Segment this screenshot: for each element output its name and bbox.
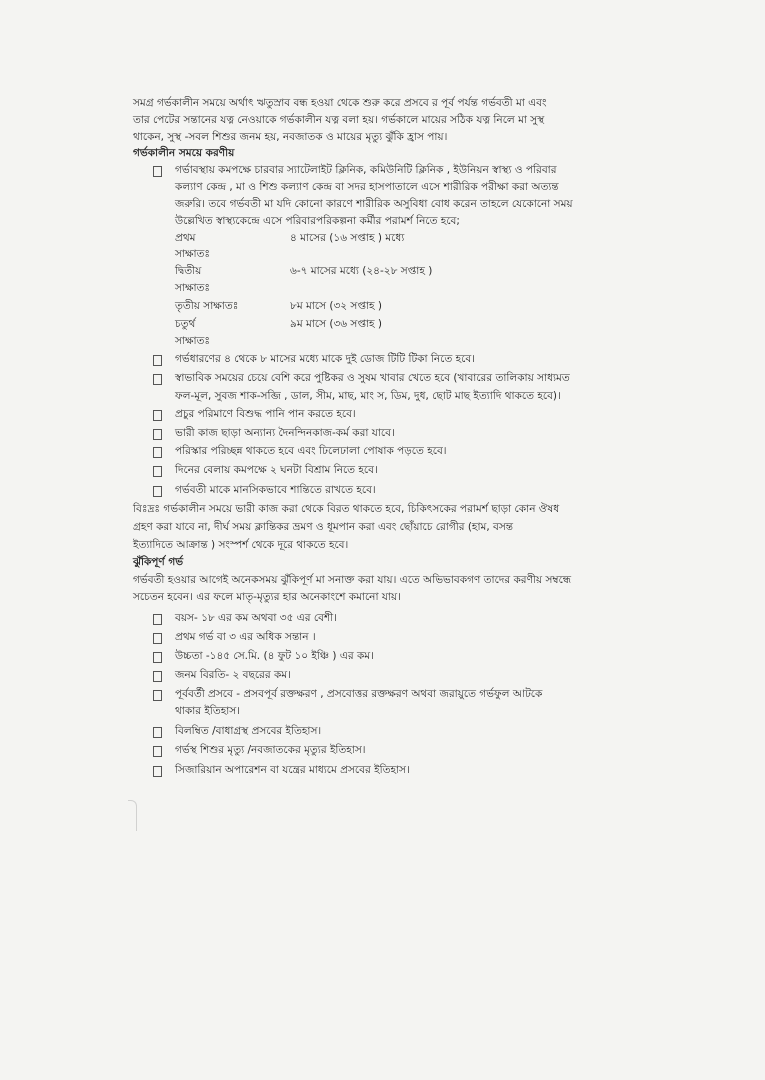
- bullet-text: গর্ভধারণের ৪ থেকে ৮ মাসের মধ্যে মাকে দুই ডোজ টিটি টিকা নিতে হবে।: [175, 353, 475, 365]
- bullet-text: বিলম্বিত /বাধাগ্রস্থ প্রসবের ইতিহাস।: [175, 725, 322, 737]
- bullet-icon: [153, 614, 162, 625]
- visit-time: ৮ম মাসে (৩২ সপ্তাহ ): [290, 300, 382, 312]
- bullet-icon: [153, 690, 162, 701]
- bullet-text: ফল-মূল, সুবজ শাক-সব্জি , ডাল, সীম, মাছ, মাং স, ডিম, দুধ, ছোট মাছ ইত্যাদি থাকতে হবে)।: [175, 390, 561, 402]
- bullet-icon: [153, 374, 162, 385]
- bullet-icon: [153, 652, 162, 663]
- visit-label: তৃতীয় সাক্ষাতঃ: [175, 300, 239, 312]
- bullet-icon: [153, 671, 162, 682]
- pen-mark: [128, 800, 137, 831]
- visit-label: দ্বিতীয়: [175, 265, 202, 277]
- intro-line: তার পেটের সন্তানের যত্ন নেওয়াকে গর্ভকালীন যত্ন বলা হয়। গর্ভকালে মায়ের সঠিক যত্ন নিলে মা সুস্থ: [133, 114, 545, 126]
- bullet-text: পূর্ববর্তী প্রসবে - প্রসবপূর্ব রক্তক্ষরণ , প্রসবোত্তর রক্তক্ষরণ অথবা জরায়ুতে গর্ভফুল আটকে: [175, 688, 543, 700]
- visit-time: ৪ মাসের (১৬ সপ্তাহ ) মধ্যে: [290, 232, 405, 244]
- intro-line: সমগ্র গর্ভকালীন সময়ে অর্থাৎ ঋতুস্রাব বন্ধ হওয়া থেকে শুরু করে প্রসবে র পূর্ব পর্যন্ত গর্ভবতী মা এবং: [133, 97, 547, 109]
- bullet-icon: [153, 466, 162, 477]
- visit-label: চতুর্থ: [175, 318, 196, 330]
- bullet-text: উল্লেখিত স্বাস্থ্যকেন্দ্রে এসে পরিবারপরিকল্পনা কর্মীর পরামর্শ নিতে হবে;: [175, 215, 460, 227]
- visit-label: সাক্ষাতঃ: [175, 282, 211, 294]
- section-heading: গর্ভকালীন সময়ে করণীয়: [133, 147, 235, 159]
- note-line: বিঃদ্রঃ গর্ভকালীন সময়ে ভারী কাজ করা থেকে বিরত থাকতে হবে, চিকিৎসকের পরামর্শ ছাড়া কোন ঔষধ: [133, 503, 560, 515]
- bullet-text: পরিস্কার পরিচ্ছন্ন থাকতে হবে এবং ঢিলেঢালা পোষাক পড়তে হবে।: [175, 445, 447, 457]
- visit-time: ৬-৭ মাসের মধ্যে (২৪-২৮ সপ্তাহ ): [290, 265, 433, 277]
- bullet-icon: [153, 429, 162, 440]
- bullet-icon: [153, 746, 162, 757]
- bullet-text: জরুরি। তবে গর্ভবতী মা যদি কোনো কারণে শারীরিক অসুবিধা বোধ করেন তাহলে যেকোনো সময়: [175, 198, 573, 210]
- bullet-text: দিনের বেলায় কমপক্ষে ২ ঘনটা বিশ্রাম নিতে হবে।: [175, 464, 378, 476]
- bullet-text: স্বাভাবিক সময়ের চেয়ে বেশি করে পুষ্টিকর ও সুষম খাবার খেতে হবে (খাবারের তালিকায় সাধ্যমত: [175, 372, 570, 384]
- section-heading: ঝুঁকিপূর্ণ গর্ভ: [133, 556, 184, 568]
- bullet-text: থাকার ইতিহাস।: [175, 705, 240, 717]
- para-line: গর্ভবতী হওয়ার আগেই অনেকসময় ঝুঁকিপূর্ণ মা সনাক্ত করা যায়। এতে অভিভাবকগণ তাদের করণীয় সম্বন্ধে: [133, 574, 572, 586]
- visit-time: ৯ম মাসে (৩৬ সপ্তাহ ): [290, 318, 382, 330]
- bullet-text: জনম বিরতি- ২ বছরের কম।: [175, 669, 291, 681]
- bullet-icon: [153, 766, 162, 777]
- bullet-icon: [153, 486, 162, 497]
- visit-label: প্রথম: [175, 232, 196, 244]
- bullet-text: প্রথম গর্ভ বা ৩ এর অধিক সন্তান ।: [175, 631, 316, 643]
- visit-label: সাক্ষাতঃ: [175, 335, 211, 347]
- bullet-text: গর্ভস্থ শিশুর মৃত্যু /নবজাতকের মৃত্যুর ইতিহাস।: [175, 744, 366, 756]
- bullet-text: গর্ভাবস্থায় কমপক্ষে চারবার স্যাটেলাইট ক্লিনিক, কমিউনিটি ক্লিনিক , ইউনিয়ন স্বাস্থ্য ও পরিবার: [175, 164, 557, 176]
- bullet-text: বয়স- ১৮ এর কম অথবা ৩৫ এর বেশী।: [175, 612, 337, 624]
- bullet-text: কল্যাণ কেন্দ্র , মা ও শিশু কল্যাণ কেন্দ্র বা সদর হাসপাতালে এসে শারীরিক পরীক্ষা করা অত্যন্ত: [175, 181, 559, 193]
- bullet-text: সিজারিয়ান অপারেশন বা যন্ত্রের মাধ্যমে প্রসবের ইতিহাস।: [175, 764, 410, 776]
- bullet-icon: [153, 633, 162, 644]
- bullet-text: উচ্চতা -১৪৫ সে.মি. (৪ ফুট ১০ ইঞ্চি ) এর কম।: [175, 650, 374, 662]
- note-line: গ্রহণ করা যাবে না, দীর্ঘ সময় ক্লান্তিকর ভ্রমণ ও ধূমপান করা এবং ছোঁয়াচে রোগীর (হাম, বসন্ত: [133, 521, 514, 533]
- bullet-text: প্রচুর পরিমাণে বিশুদ্ধ পানি পান করতে হবে।: [175, 408, 356, 420]
- visit-label: সাক্ষাতঃ: [175, 248, 211, 260]
- bullet-icon: [153, 447, 162, 458]
- note-line: ইত্যাদিতে আক্রান্ত ) সংস্পর্শ থেকে দূরে থাকতে হবে।: [133, 539, 349, 551]
- bullet-icon: [153, 410, 162, 421]
- bullet-icon: [153, 727, 162, 738]
- intro-line: থাকেন, সুস্থ -সবল শিশুর জনম হয়, নবজাতক ও মায়ের মৃত্যু ঝুঁকি হ্রাস পায়।: [133, 131, 448, 143]
- bullet-text: ভারী কাজ ছাড়া অন্যান্য দৈনন্দিনকাজ-কর্ম করা যাবে।: [175, 427, 395, 439]
- bullet-icon: [153, 166, 162, 177]
- bullet-text: গর্ভবতী মাকে মানসিকভাবে শান্তিতে রাখতে হবে।: [175, 484, 376, 496]
- bullet-icon: [153, 355, 162, 366]
- para-line: সচেতন হবেন। এর ফলে মাতৃ-মৃত্যুর হার অনেকাংশে কমানো যায়।: [133, 591, 401, 603]
